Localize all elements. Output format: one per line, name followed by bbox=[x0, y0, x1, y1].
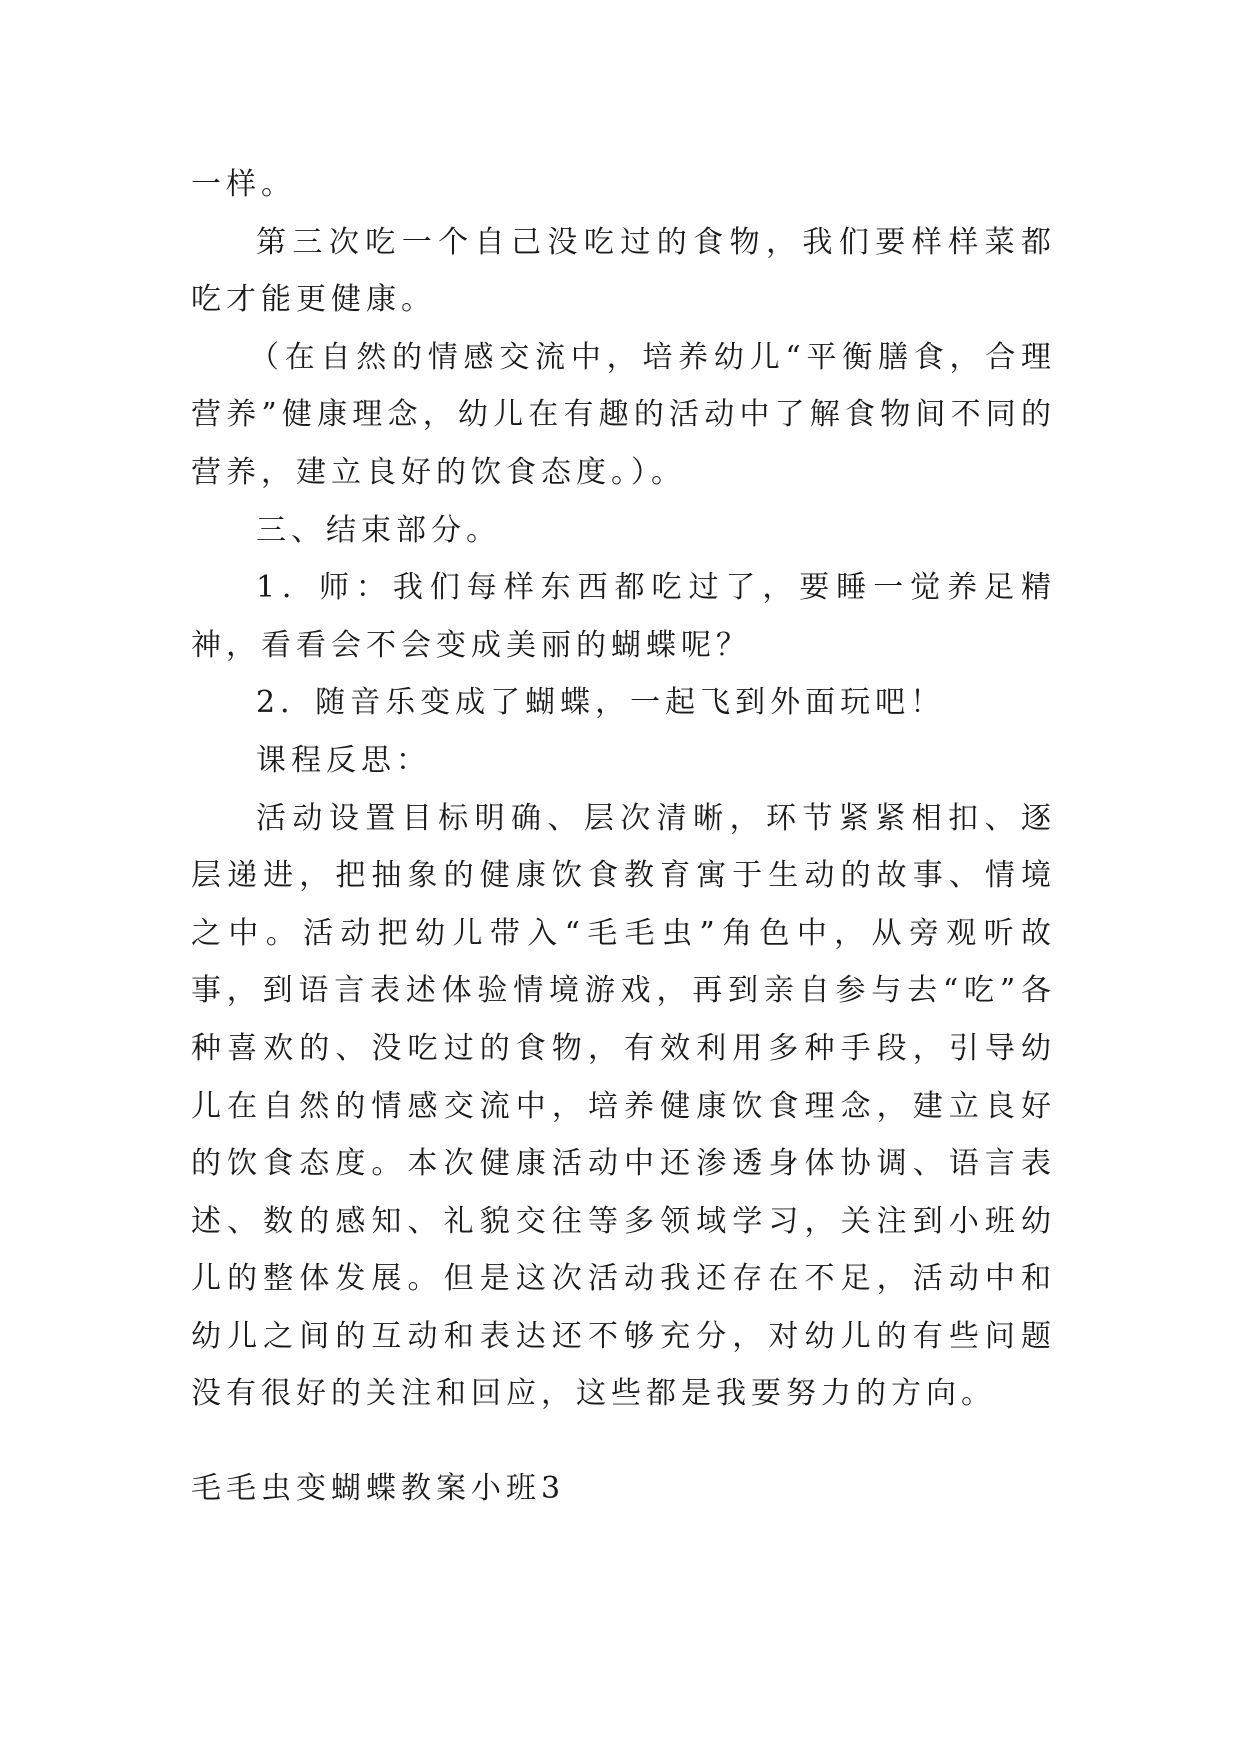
section-heading-ending: 三、结束部分。 bbox=[256, 512, 501, 548]
paragraph-continuation: 一样。 bbox=[191, 167, 296, 202]
paragraph-third-food: 第三次吃一个自己没吃过的食物，我们要样样菜都吃才能更健康。 bbox=[191, 224, 1056, 318]
paragraph-note: （在自然的情感交流中，培养幼儿“平衡膳食，合理营养”健康理念，幼儿在有趣的活动中了解食物间不同的营养，建立良好的饮食态度。）。 bbox=[191, 339, 1056, 490]
next-lesson-title: 毛毛虫变蝴蝶教案小班3 bbox=[191, 1471, 566, 1506]
document-body bbox=[191, 156, 1056, 1423]
paragraph-reflection: 活动设置目标明确、层次清晰，环节紧紧相扣、逐层递进，把抽象的健康饮食教育寓于生动的故事、情境之中。活动把幼儿带入“毛毛虫”角色中，从旁观听故事，到语言表述体验情境游戏，再到亲自参与去“吃”各种喜欢的、没吃过的食物，有效利用多种手段，引导幼儿在自然的情感交流中，培养健康饮食理念，建立良好的饮食态度。本次健康活动中还渗透身体协调、语言表述、数的感知、礼貌交往等多领域学习，关注到小班幼儿的整体发展。但是这次活动我还存在不足，活动中和幼儿之间的互动和表达还不够充分，对幼儿的有些问题没有很好的关注和回应，这些都是我要努力的方向。 bbox=[191, 800, 1056, 1412]
paragraph-step-2: 2．随音乐变成了蝴蝶，一起飞到外面玩吧！ bbox=[256, 685, 946, 721]
section-heading-reflection: 课程反思： bbox=[256, 742, 431, 778]
paragraph-step-1: 1．师：我们每样东西都吃过了，要睡一觉养足精神，看看会不会变成美丽的蝴蝶呢？ bbox=[191, 570, 1056, 663]
